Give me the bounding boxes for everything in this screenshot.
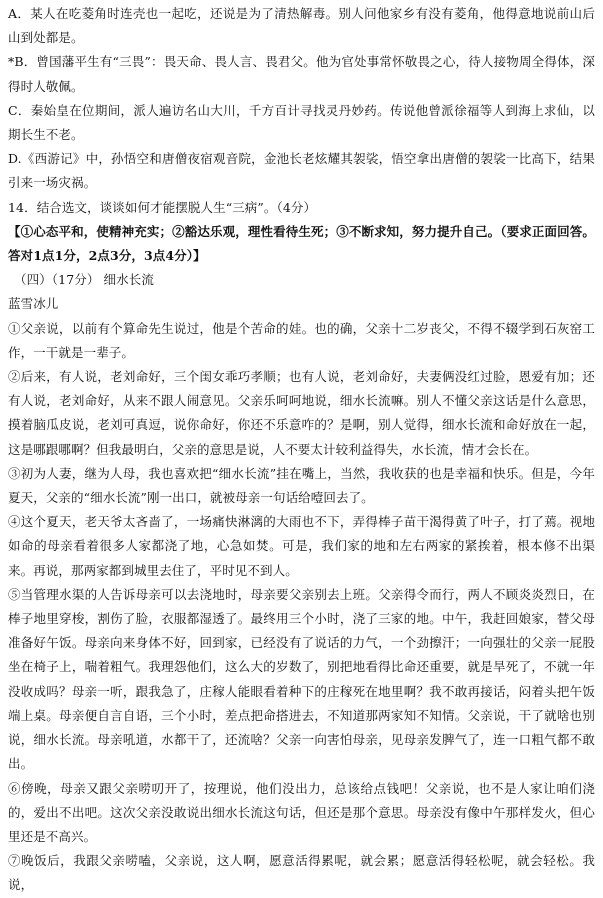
paragraph-7: ⑦晚饭后，我跟父亲唠嗑，父亲说，这人啊，愿意活得累呢，就会累；愿意活得轻松呢，就会轻松。我说， (8, 853, 595, 893)
question-14: 14．结合选文，谈谈如何才能摆脱人生“三病”。（4分） (8, 199, 317, 215)
answer-14: 【①心态平和，使精神充实；②豁达乐观，理性看待生死；③不断求知，努力提升自己。（要求正面回答。答对1点1分，2点3分，3点4分）】 (8, 223, 595, 264)
paragraph-4: ④这个夏天，老天爷太吝啬了，一场痛快淋漓的大雨也不下，弄得棒子苗干渴得黄了叶子，打了蔫。视地如命的母亲看着很多人家都浇了地，心急如焚。可是，我们家的地和左右两家的紧挨着，根本修不出渠来。再说，那两家都到城里去住了，平时见不到人。 (8, 514, 595, 578)
option-c: C．秦始皇在位期间，派人遍访名山大川，千方百计寻找灵丹妙药。传说他曾派徐福等人到海上求仙，以期长生不老。 (8, 102, 595, 143)
paragraph-5: ⑤当管理水渠的人告诉母亲可以去浇地时，母亲要父亲别去上班。父亲得令而行，两人不顾炎炎烈日，在棒子地里穿梭，割伤了脸，衣服都湿透了。最终用三个小时，浇了三家的地。中午，我赶回娘家，替父母准备好午饭。母亲向来身体不好，回到家，已经没有了说话的力气，一个劲擦汗；一向强壮的父亲一屁股坐在椅子上，喘着粗气。我理怨他们，这么大的岁数了，别把地看得比命还重要，就是旱死了，不就一年没收成吗？母亲一听，跟我急了，庄稼人能眼看着种下的庄稼死在地里啊？我不敢再接话，闷着头把午饭端上桌。母亲便自言自语，三个小时，差点把命搭进去，不知道那两家知不知情。父亲说，干了就啥也别说，细水长流。母亲吼道，水都干了，还流啥？父亲一向害怕母亲，见母亲发脾气了，连一口粗气都不敢出。 (8, 586, 595, 772)
paragraph-6: ⑥傍晚，母亲又跟父亲唠叨开了，按理说，他们没出力，总该给点钱吧！父亲说，也不是人家让咱们浇的，爱出不出吧。这次父亲没敢说出细水长流这句话，但还是那个意思。母亲没有像中午那样发火，但心里还是不高兴。 (8, 780, 595, 844)
option-d: D.《西游记》中，孙悟空和唐僧夜宿观音院，金池长老炫耀其袈裟，悟空拿出唐僧的袈裟一比高下，结果引来一场灾祸。 (8, 151, 595, 191)
option-a: A．某人在吃菱角时连壳也一起吃，还说是为了清热解毒。别人问他家乡有没有菱角，他得意地说前山后山到处都是。 (8, 6, 595, 46)
paragraph-1: ①父亲说，以前有个算命先生说过，他是个苦命的娃。也的确，父亲十二岁丧父，不得不辍学到石灰窑工作，一干就是一辈子。 (8, 320, 595, 360)
option-b: *B．曾国藩平生有“三畏”：畏天命、畏人言、畏君父。他为官处事常怀敬畏之心，待人接物周全得体，深得时人敬佩。 (8, 54, 595, 94)
paragraph-2: ②后来，有人说，老刘命好，三个闺女乖巧孝顺；也有人说，老刘命好，夫妻俩没红过脸，恩爱有加；还有人说，老刘命好，从来不跟人闹意见。父亲乐呵呵地说，细水长流嘛。别人不懂父亲这话是什么意思，摸着脑瓜皮说，老刘可真逗，说你命好，你还不乐意咋的？是啊，别人觉得，细水长流和命好放在一起，这是哪跟哪啊？但我最明白，父亲的意思是说，人不要太计较利益得失，水长流，情才会长在。 (8, 369, 595, 457)
author-line: 蓝雪冰儿 (8, 296, 59, 312)
section-heading: （四）（17分） 细水长流 (14, 272, 154, 288)
paragraph-3: ③初为人妻，继为人母，我也喜欢把“细水长流”挂在嘴上，当然，我收获的也是幸福和快乐。但是，今年夏天，父亲的“细水长流”刚一出口，就被母亲一句话给噎回去了。 (8, 465, 595, 506)
